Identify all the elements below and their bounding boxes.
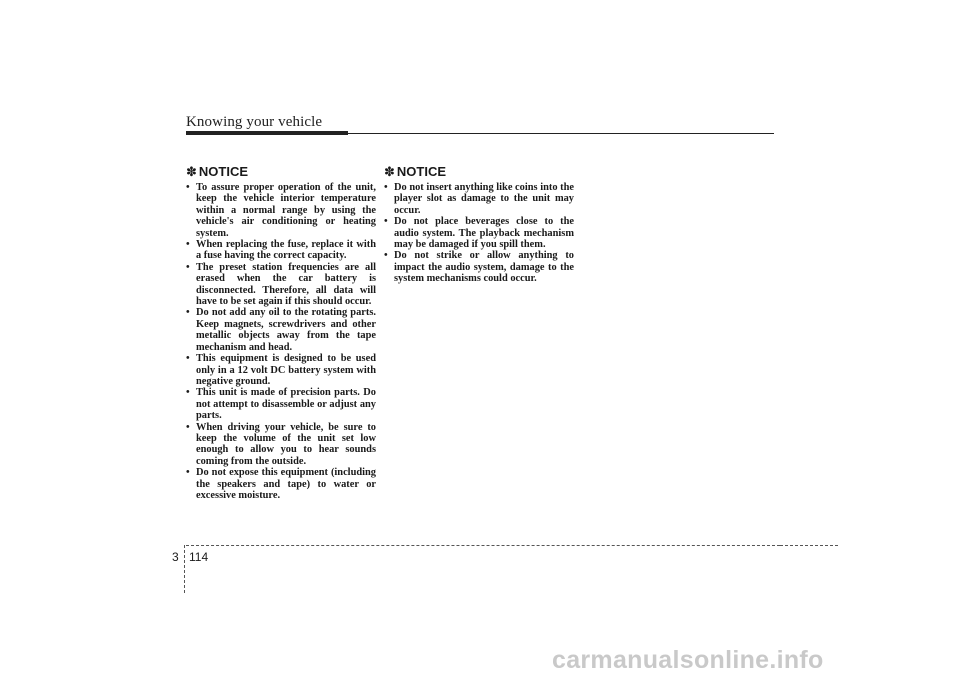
notice-list bbox=[384, 182, 574, 285]
left-notice-block bbox=[186, 164, 376, 501]
list-item: • When replacing the fuse, replace it with a fuse having the correct capacity. bbox=[186, 239, 376, 262]
list-item: • When driving your vehicle, be sure to keep the volume of the unit set low enough to allow you to hear sounds coming from the outside. bbox=[186, 422, 376, 468]
list-item: • Do not insert anything like coins into the player slot as damage to the unit may occur. bbox=[384, 182, 574, 216]
section-title: Knowing your vehicle bbox=[186, 114, 323, 130]
notice-heading-text: NOTICE bbox=[198, 164, 249, 179]
list-item: • To assure proper operation of the unit, keep the vehicle interior temperature within a normal range by using the vehicle's air conditioning or heating system. bbox=[186, 182, 376, 239]
footer-rule-end bbox=[780, 545, 838, 546]
notice-mark-icon: ✽ bbox=[186, 164, 197, 179]
list-item: • The preset station frequencies are all erased when the car battery is disconnected. Therefore, all data will have to be set again if this should occur. bbox=[186, 262, 376, 308]
page-number: 114 bbox=[189, 550, 209, 564]
notice-heading bbox=[384, 164, 574, 179]
right-notice-block bbox=[384, 164, 574, 285]
list-item: • This unit is made of precision parts. Do not attempt to disassemble or adjust any parts. bbox=[186, 387, 376, 421]
notice-mark-icon: ✽ bbox=[384, 164, 395, 179]
list-item: • Do not place beverages close to the audio system. The playback mechanism may be damaged if you spill them. bbox=[384, 216, 574, 250]
notice-heading bbox=[186, 164, 376, 179]
header-rule-thick bbox=[186, 131, 348, 135]
footer-rule bbox=[186, 545, 780, 546]
list-item: • Do not strike or allow anything to impact the audio system, damage to the system mechanisms could occur. bbox=[384, 250, 574, 284]
list-item: • This equipment is designed to be used only in a 12 volt DC battery system with negative ground. bbox=[186, 353, 376, 387]
footer-vertical-rule bbox=[184, 545, 185, 593]
watermark: carmanualsonline.info bbox=[552, 646, 824, 674]
notice-list bbox=[186, 182, 376, 501]
header-rule-thin bbox=[348, 133, 774, 134]
list-item: • Do not add any oil to the rotating parts. Keep magnets, screwdrivers and other metallic objects away from the tape mechanism and head. bbox=[186, 307, 376, 353]
notice-heading-text: NOTICE bbox=[396, 164, 447, 179]
chapter-number: 3 bbox=[172, 550, 179, 564]
list-item: • Do not expose this equipment (including the speakers and tape) to water or excessive moisture. bbox=[186, 467, 376, 501]
